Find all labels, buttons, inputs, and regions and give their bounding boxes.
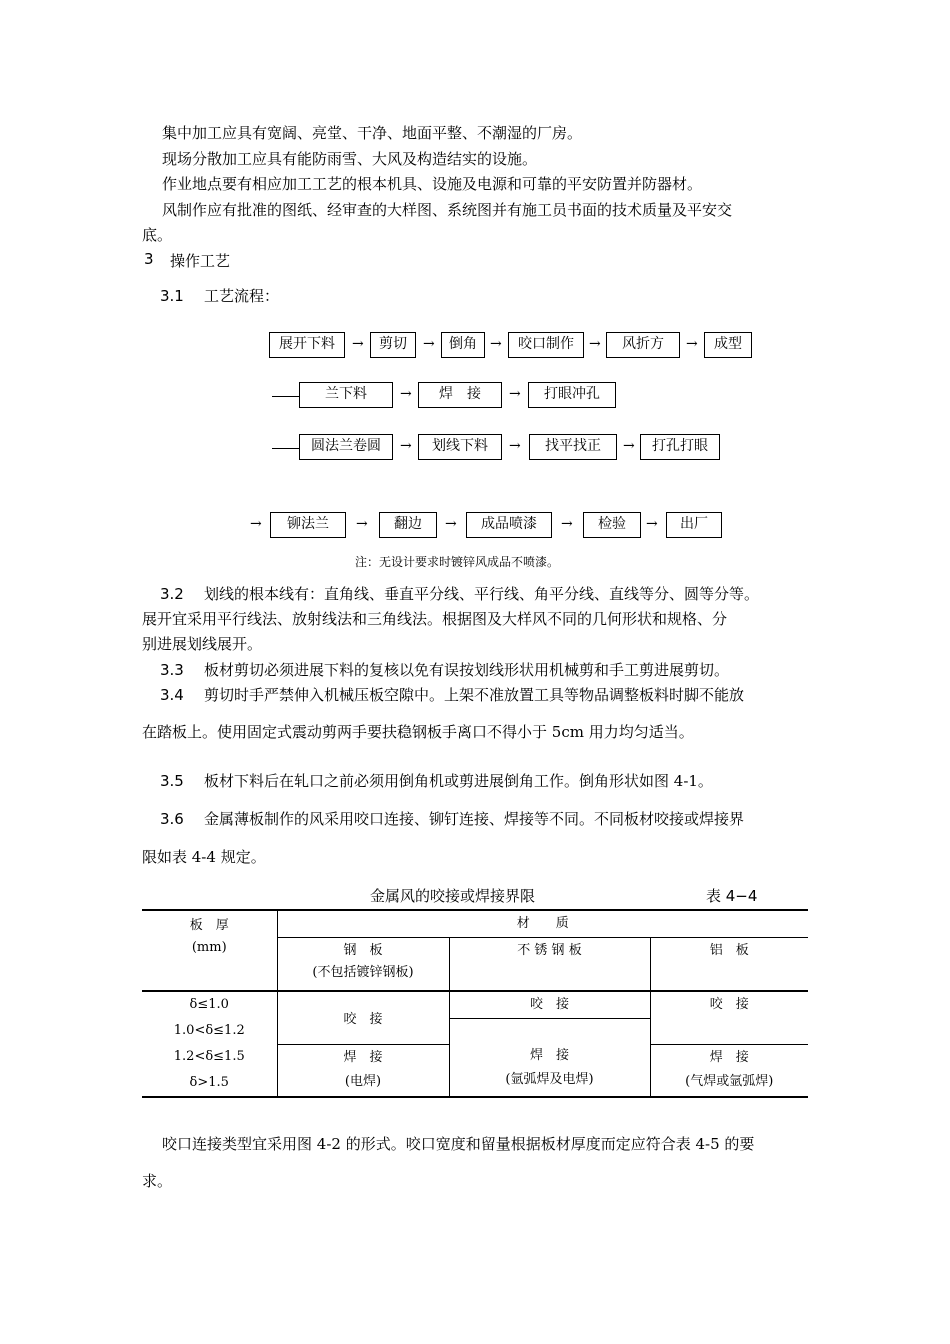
flow-arrow-icon: → xyxy=(352,336,364,352)
header-stainless-label: 不 锈 钢 板 xyxy=(517,943,582,958)
header-thickness-unit: (mm) xyxy=(191,940,227,955)
section-3-title: 操作工艺 xyxy=(170,252,231,270)
flow-box: 检验 xyxy=(583,512,641,538)
table-caption: 金属风的咬接或焊接界限 xyxy=(370,887,536,905)
flow-arrow-icon: → xyxy=(250,516,262,532)
flow-box: 剪切 xyxy=(370,332,416,358)
stainless-weld-label: 焊 接 xyxy=(529,1047,569,1063)
s36-number: 3.6 xyxy=(160,810,184,828)
header-steel-label: 钢 板 xyxy=(343,943,383,958)
thickness-row: δ>1.5 xyxy=(189,1074,229,1090)
s34-line-1: 剪切时手严禁伸入机械压板空隙中。上架不准放置工具等物品调整板料时脚不能放 xyxy=(204,686,745,704)
flow-arrow-icon: → xyxy=(356,516,368,532)
s31-number: 3.1 xyxy=(160,287,184,305)
paragraph-drawings-cont: 底。 xyxy=(142,226,173,244)
aluminum-weld-note: (气焊或氩弧焊) xyxy=(685,1073,774,1089)
paragraph-workplace: 作业地点要有相应加工工艺的根本机具、设施及电源和可靠的平安防置并防器材。 xyxy=(162,175,703,193)
paragraph-site: 现场分散加工应具有能防雨雪、大风及构造结实的设施。 xyxy=(162,150,538,168)
flow-arrow-icon: → xyxy=(561,516,573,532)
flow-box: 成型 xyxy=(704,332,752,358)
aluminum-bite-cell xyxy=(650,991,808,1045)
header-steel-note: (不包括镀锌钢板) xyxy=(312,965,414,980)
flow-box: 打孔打眼 xyxy=(640,434,720,460)
thickness-row: δ≤1.0 xyxy=(189,996,229,1012)
paragraph-factory: 集中加工应具有宽阔、亮堂、干净、地面平整、不潮湿的厂房。 xyxy=(162,124,583,142)
flow-box: 打眼冲孔 xyxy=(528,382,616,408)
stainless-bite-cell xyxy=(449,991,650,1019)
aluminum-weld-cell xyxy=(650,1044,808,1096)
flow-arrow-icon: → xyxy=(423,336,435,352)
flow-arrow-icon: → xyxy=(646,516,658,532)
s36-line-1: 金属薄板制作的风采用咬口连接、铆钉连接、焊接等不同。不同板材咬接或焊接界 xyxy=(204,810,745,828)
flow-box: 划线下料 xyxy=(418,434,502,460)
header-aluminum-label: 铝 板 xyxy=(709,943,749,958)
thickness-row: 1.2<δ≤1.5 xyxy=(173,1048,245,1064)
flow-box: 出厂 xyxy=(666,512,722,538)
flow-branch-line xyxy=(272,448,300,449)
s34-number: 3.4 xyxy=(160,686,184,704)
flow-arrow-icon: → xyxy=(509,386,521,402)
flow-arrow-icon: → xyxy=(400,386,412,402)
flow-arrow-icon: → xyxy=(509,438,521,454)
flow-box: 翻边 xyxy=(379,512,437,538)
flow-branch-line xyxy=(272,396,300,397)
stainless-weld-note: (氩弧焊及电焊) xyxy=(505,1071,594,1087)
header-material-label: 材 质 xyxy=(516,916,569,931)
header-stainless xyxy=(449,938,650,991)
s35-text: 板材下料后在轧口之前必须用倒角机或剪进展倒角工作。倒角形状如图 4-1。 xyxy=(204,772,713,790)
flow-box: 咬口制作 xyxy=(508,332,584,358)
paragraph-drawings: 风制作应有批准的图纸、经审查的大样图、系统图并有施工员书面的技术质量及平安交 xyxy=(162,201,733,219)
flow-arrow-icon: → xyxy=(686,336,698,352)
s32-number: 3.2 xyxy=(160,585,184,603)
flow-box: 找平找正 xyxy=(529,434,617,460)
flow-box: 风折方 xyxy=(606,332,680,358)
flow-box: 圆法兰卷圆 xyxy=(299,434,393,460)
thickness-row: 1.0<δ≤1.2 xyxy=(173,1022,245,1038)
flow-arrow-icon: → xyxy=(623,438,635,454)
steel-bite-cell xyxy=(277,991,449,1045)
flowchart-note: 注：无设计要求时镀锌风成品不喷漆。 xyxy=(355,555,560,569)
aluminum-weld-label: 焊 接 xyxy=(709,1049,749,1065)
s31-title: 工艺流程： xyxy=(204,287,280,305)
aluminum-bite-label: 咬 接 xyxy=(709,996,749,1012)
flow-box: 倒角 xyxy=(441,332,485,358)
steel-bite-label: 咬 接 xyxy=(343,1012,383,1028)
s35-number: 3.5 xyxy=(160,772,184,790)
header-thickness xyxy=(142,910,277,991)
steel-weld-note: (电焊) xyxy=(344,1073,382,1089)
s34-line-2: 在踏板上。使用固定式震动剪两手要扶稳钢板手离口不得小于 5cm 用力均匀适当。 xyxy=(142,723,694,741)
section-3-number: 3 xyxy=(144,250,154,268)
s32-line-3: 别进展划线展开。 xyxy=(142,635,263,653)
stainless-weld-cell xyxy=(449,1018,650,1097)
header-thickness-label: 板 厚 xyxy=(189,918,229,933)
flow-arrow-icon: → xyxy=(490,336,502,352)
table-number: 表 4−4 xyxy=(706,887,758,905)
s33-number: 3.3 xyxy=(160,661,184,679)
flow-box: 兰下料 xyxy=(299,382,393,408)
flow-arrow-icon: → xyxy=(589,336,601,352)
steel-weld-cell xyxy=(277,1044,449,1096)
steel-weld-label: 焊 接 xyxy=(343,1049,383,1065)
flow-arrow-icon: → xyxy=(445,516,457,532)
flow-arrow-icon: → xyxy=(400,438,412,454)
s36-line-2: 限如表 4-4 规定。 xyxy=(142,848,266,866)
stainless-bite-label: 咬 接 xyxy=(529,996,569,1012)
flow-box: 焊 接 xyxy=(418,382,502,408)
thickness-column xyxy=(142,991,277,1097)
closing-line-2: 求。 xyxy=(142,1172,173,1190)
s32-line-1: 划线的根本线有：直角线、垂直平分线、平行线、角平分线、直线等分、圆等分等。 xyxy=(204,585,760,603)
header-aluminum xyxy=(650,938,808,991)
closing-line-1: 咬口连接类型宜采用图 4-2 的形式。咬口宽度和留量根据板材厚度而定应符合表 4-5 的要 xyxy=(162,1135,755,1153)
s33-text: 板材剪切必须进展下料的复核以免有误按划线形状用机械剪和手工剪进展剪切。 xyxy=(204,661,730,679)
flow-box: 成品喷漆 xyxy=(466,512,552,538)
flow-box: 展开下料 xyxy=(269,332,345,358)
header-material xyxy=(277,910,808,938)
weld-bite-limit-table xyxy=(142,909,808,1098)
header-steel xyxy=(277,938,449,991)
s32-line-2: 展开宜采用平行线法、放射线法和三角线法。根据图及大样风不同的几何形状和规格、分 xyxy=(142,610,728,628)
flow-box: 铆法兰 xyxy=(270,512,346,538)
